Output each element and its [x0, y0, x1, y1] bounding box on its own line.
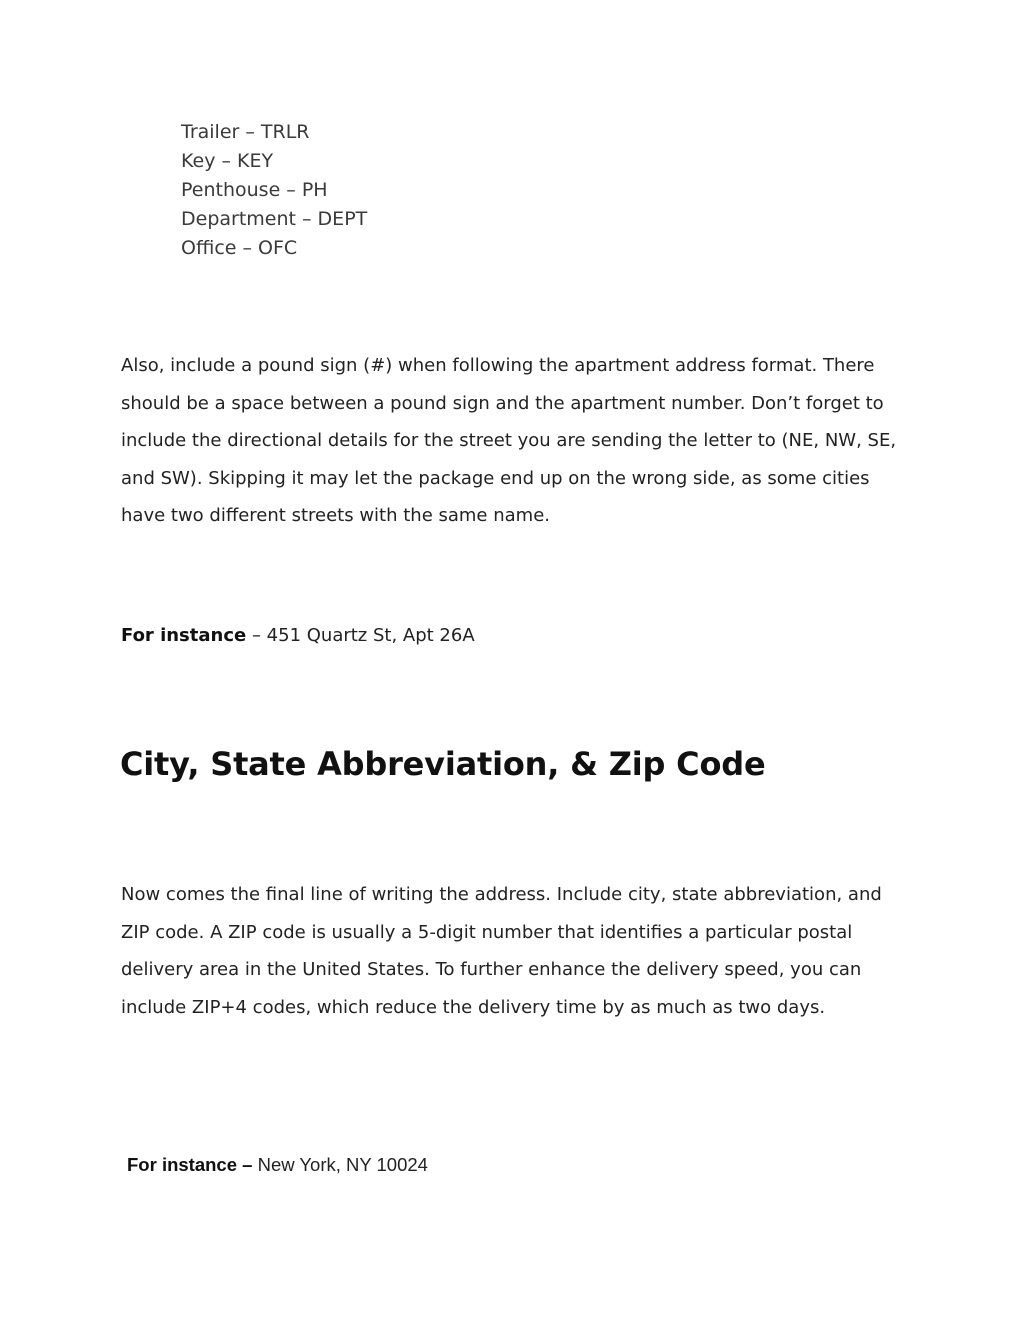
example-label: For instance	[121, 625, 247, 646]
abbreviation-list	[181, 118, 367, 263]
list-item: Department – DEPT	[181, 208, 368, 230]
example-city-state-zip	[127, 1152, 428, 1178]
apartment-format-paragraph: Also, include a pound sign (#) when following the apartment address format. There should be a space between a pound sign and the apartment number. Don’t forget to include the directional details for the street you are sending the letter to (NE, NW, SE, and SW). Skipping it may let the package end up on the wrong side, as some cities have two different streets with the same name.	[121, 355, 897, 527]
example-apartment-address	[121, 623, 475, 649]
example-text: New York, NY 10024	[252, 1154, 428, 1175]
list-item: Trailer – TRLR	[181, 121, 310, 143]
section-heading: City, State Abbreviation, & Zip Code	[120, 745, 766, 783]
list-item: Key – KEY	[181, 150, 274, 172]
final-line-paragraph: Now comes the final line of writing the address. Include city, state abbreviation, and ZIP code. A ZIP code is usually a 5-digit number that identifies a particular postal delivery area in the United States. To further enhance the delivery speed, you can include ZIP+4 codes, which reduce the delivery time by as much as two days.	[121, 884, 882, 1018]
example-text: – 451 Quartz St, Apt 26A	[246, 625, 475, 646]
list-item: Penthouse – PH	[181, 179, 328, 201]
list-item: Office – OFC	[181, 237, 298, 259]
example-label: For instance –	[127, 1154, 253, 1175]
